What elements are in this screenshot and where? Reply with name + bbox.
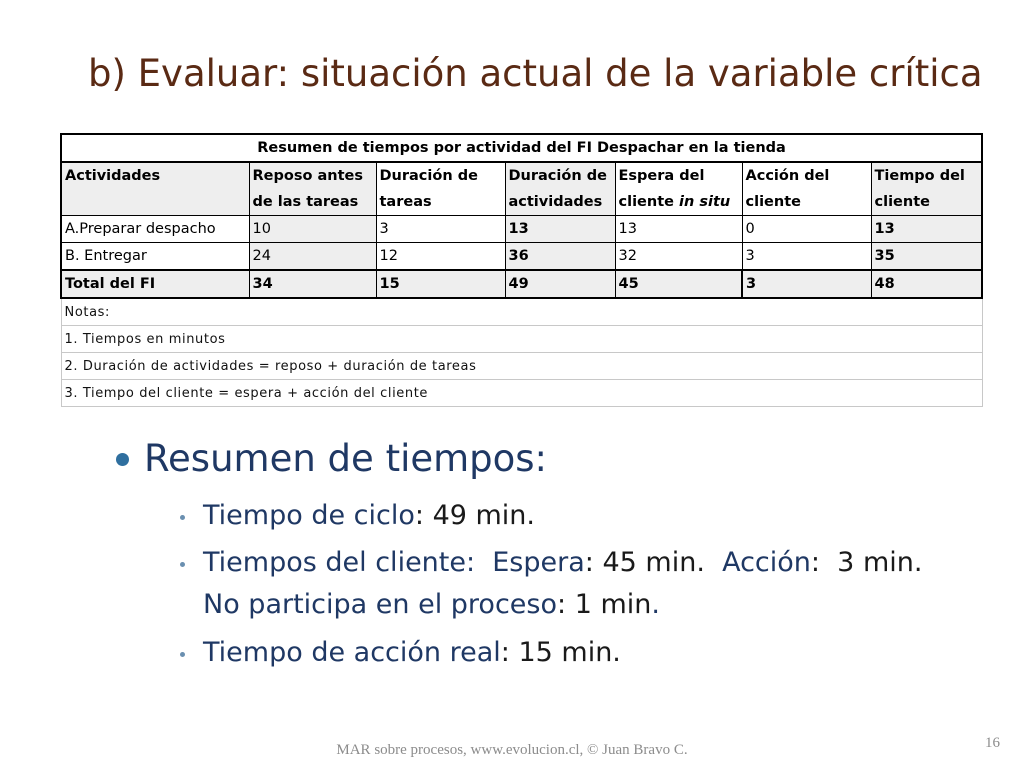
cell-reposo: 24 xyxy=(249,243,376,271)
table-note xyxy=(61,380,982,407)
header-duracion-actividades: Duración de actividades xyxy=(505,162,615,216)
footer-text: MAR sobre procesos, www.evolucion.cl, © Juan Bravo C. xyxy=(336,742,688,758)
summary-item-cycle-time: Tiempo de ciclo: 49 min. xyxy=(203,500,536,531)
sub-bullet-dot-icon xyxy=(180,515,185,520)
note-2: 2. Duración de actividades = reposo + duración de tareas xyxy=(61,353,982,380)
sub-bullet-dot-icon xyxy=(180,652,185,657)
cell-tiempo-cliente: 35 xyxy=(871,243,982,271)
header-espera: Espera del cliente in situ xyxy=(615,162,742,216)
summary-heading: Resumen de tiempos: xyxy=(144,437,548,480)
cell-tiempo-cliente: 48 xyxy=(871,270,982,298)
cell-reposo: 34 xyxy=(249,270,376,298)
cell-accion: 3 xyxy=(742,270,871,298)
cell-accion: 0 xyxy=(742,216,871,243)
note-1: 1. Tiempos en minutos xyxy=(61,326,982,353)
header-activities: Actividades xyxy=(61,162,249,216)
header-tiempo-cliente: Tiempo del cliente xyxy=(871,162,982,216)
cell-duracion-tareas: 3 xyxy=(376,216,505,243)
cell-espera: 32 xyxy=(615,243,742,271)
cell-duracion-tareas: 15 xyxy=(376,270,505,298)
table-total-row xyxy=(61,270,982,298)
cell-espera: 45 xyxy=(615,270,742,298)
times-summary-table xyxy=(60,133,983,407)
summary-item-no-participation: No participa en el proceso: 1 min. xyxy=(203,589,660,620)
bullet-dot-icon xyxy=(116,453,129,466)
slide-title: b) Evaluar: situación actual de la variable crítica xyxy=(88,52,983,95)
cell-accion: 3 xyxy=(742,243,871,271)
cell-activity: Total del FI xyxy=(61,270,249,298)
note-3: 3. Tiempo del cliente = espera + acción del cliente xyxy=(61,380,982,407)
header-reposo: Reposo antes de las tareas xyxy=(249,162,376,216)
table-row xyxy=(61,243,982,271)
sub-bullet-dot-icon xyxy=(180,562,185,567)
page-number: 16 xyxy=(985,735,1000,751)
table-note xyxy=(61,298,982,326)
table-caption: Resumen de tiempos por actividad del FI Despachar en la tienda xyxy=(61,134,982,162)
note-heading: Notas: xyxy=(61,298,982,326)
cell-reposo: 10 xyxy=(249,216,376,243)
table-note xyxy=(61,326,982,353)
cell-duracion-actividades: 49 xyxy=(505,270,615,298)
cell-duracion-actividades: 36 xyxy=(505,243,615,271)
cell-tiempo-cliente: 13 xyxy=(871,216,982,243)
summary-item-real-action-time: Tiempo de acción real: 15 min. xyxy=(203,637,621,668)
cell-duracion-actividades: 13 xyxy=(505,216,615,243)
cell-activity: A.Preparar despacho xyxy=(61,216,249,243)
header-duracion-tareas: Duración de tareas xyxy=(376,162,505,216)
cell-activity: B. Entregar xyxy=(61,243,249,271)
table-row xyxy=(61,216,982,243)
cell-duracion-tareas: 12 xyxy=(376,243,505,271)
table-note xyxy=(61,353,982,380)
summary-item-client-times: Tiempos del cliente: Espera: 45 min. Acción: 3 min. xyxy=(203,547,923,578)
cell-espera: 13 xyxy=(615,216,742,243)
table-header-row xyxy=(61,162,982,216)
header-accion: Acción del cliente xyxy=(742,162,871,216)
